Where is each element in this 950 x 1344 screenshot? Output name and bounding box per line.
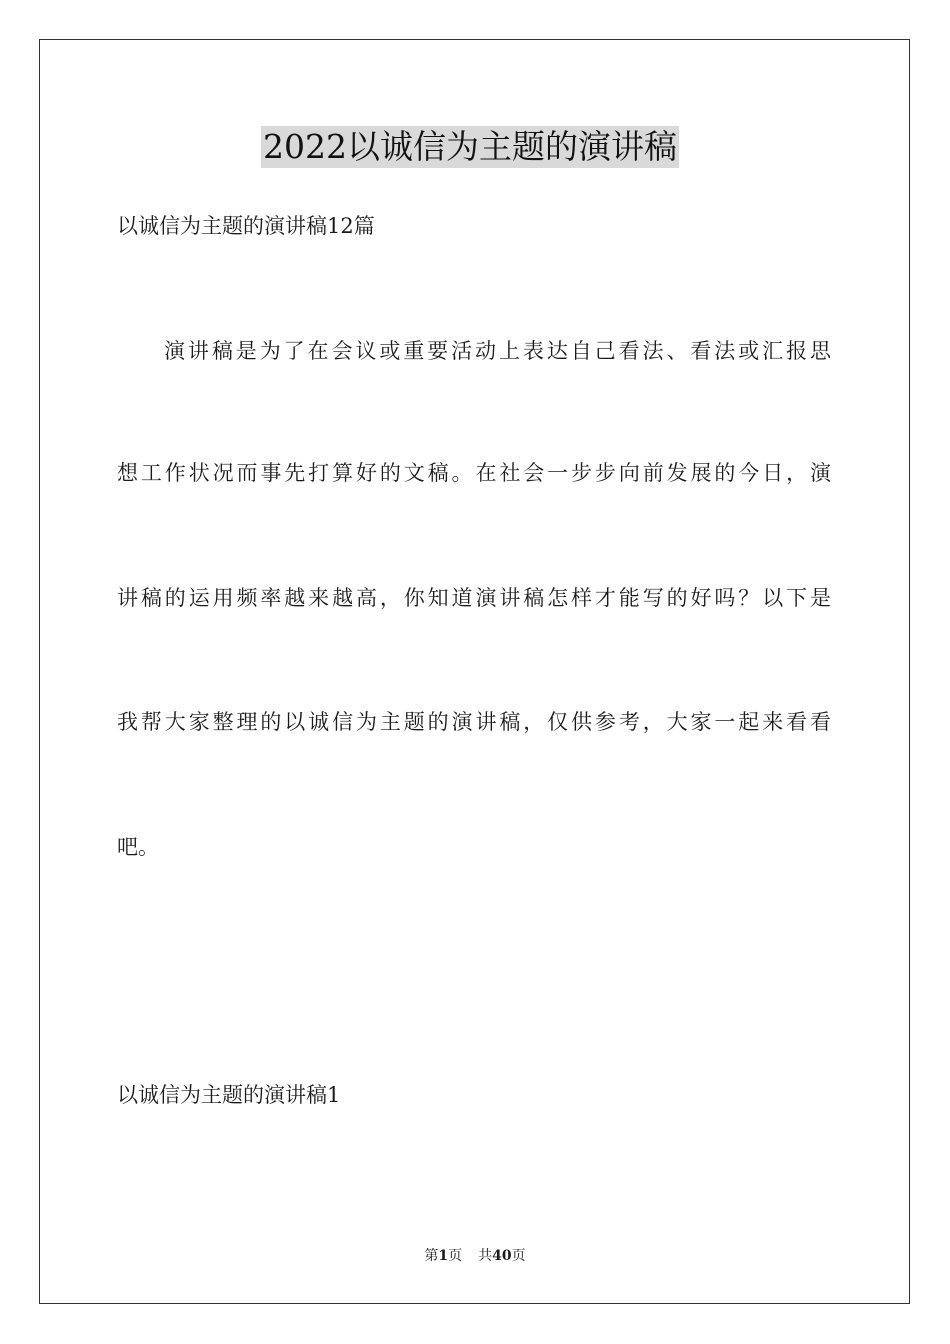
footer-total-suffix: 页 [511,1248,526,1264]
footer-total-pages: 40 [492,1248,512,1264]
paragraph-line-3: 讲稿的运用频率越来越高，你知道演讲稿怎样才能写的好吗？以下是 [117,586,831,610]
document-title: 2022以诚信为主题的演讲稿 [263,127,677,166]
document-subtitle: 以诚信为主题的演讲稿12篇 [117,214,375,238]
paragraph-line-2: 想工作状况而事先打算好的文稿。在社会一步步向前发展的今日，演 [117,461,831,485]
paragraph-line-1: 演讲稿是为了在会议或重要活动上表达自己看法、看法或汇报思 [164,339,831,363]
footer-total-prefix: 共 [478,1248,493,1264]
paragraph-line-5: 吧。 [117,835,159,859]
paragraph-line-4: 我帮大家整理的以诚信为主题的演讲稿，仅供参考，大家一起来看看 [117,710,831,734]
footer-page-number: 1 [438,1248,449,1264]
section-heading: 以诚信为主题的演讲稿1 [117,1083,341,1107]
footer-page-suffix: 页 [448,1248,463,1264]
page-footer [0,1246,950,1266]
footer-page-prefix: 第 [424,1248,439,1264]
